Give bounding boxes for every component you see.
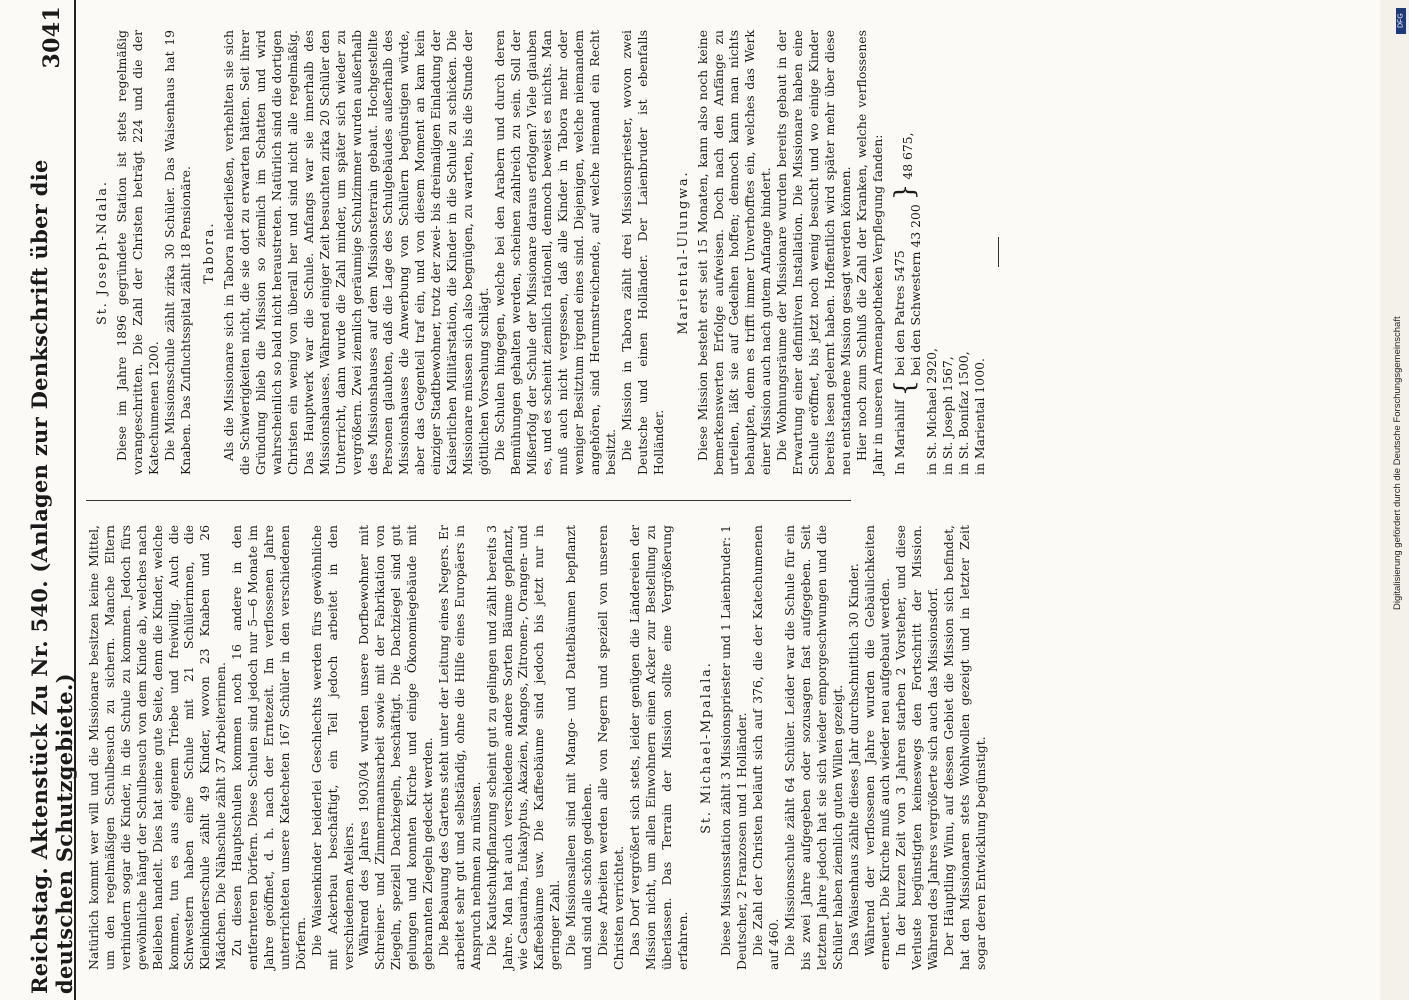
paragraph: Die Missionsschule zählt 64 Schüler. Leider war die Schule für ein bis zwei Jahre aufgegeben oder sozusagen fast aufgegeben. Seit letztem Jahre jedoch hat sie sich wieder emporgeschwungen und die Schüler haben ziemlich guten Willen gezeigt. xyxy=(781,525,845,970)
column-divider xyxy=(86,500,851,501)
paragraph: Diese Mission besteht erst seit 15 Monaten, kann also noch keine bemerkenswerten Erfolge aufweisen. Doch nach den Anfänge zu urteilen, läßt sie auf Gedeihen hoffen; dennoch kann man nichts behaupten, denn es trifft immer Unverhofftes ein, welches das Werk einer Mission auch nach gutem Anfange hindert. xyxy=(694,30,774,475)
page-header xyxy=(27,0,77,1000)
figures-patres: bei den Patres 5475 xyxy=(891,250,907,376)
figures-line: in St. Joseph 1567, xyxy=(939,356,955,475)
paragraph: Während des Jahres 1903/04 wurden unsere Dorfbewohner mit Schreiner- und Zimmermannsarbeit sowie mit der Fabrikation von Ziegeln, speziell Dachziegeln, beschäftigt. Die Dachziegel sind gut gelungen und konnten Kirche und einige Ökonomiegebäude mit gebrannten Ziegeln gedeckt werden. xyxy=(356,525,436,970)
left-brace: { xyxy=(889,379,920,397)
paragraph: Natürlich kommt wer will und die Missionare besitzen keine Mittel, um den regelmäßigen Schulbesuch zu sichern. Manche Eltern verhindern sogar die Kinder, in die Schule zu kommen. Jedoch fürs gewöhnliche hängt der Schulbesuch von dem Kinde ab, welches nach Belieben handelt. Dies hat seine gute Seite, denn die Kinder, welche kommen, tun es aus eigenem Triebe und freiwillig. Auch die Schwestern haben eine Schule mit 21 Schülerinnen, die Kleinkinderschule zählt 49 Kinder, wovon 23 Knaben und 26 Mädchen. Die Nähschule zählt 37 Arbeiterinnen. xyxy=(86,525,229,970)
figures-line: in St. Michael 2920, xyxy=(923,348,939,475)
paragraph: Das Waisenhaus zählte dieses Jahr durchschnittlich 30 Kinder. xyxy=(845,563,861,956)
digitization-sidebar xyxy=(1386,0,1409,1000)
paragraph: Der Häuptling Winu, auf dessen Gebiet die Mission sich befindet, hat den Missionaren stets Wohlwollen gezeigt und in letzter Zeit sogar deren Entwicklung begünstigt. xyxy=(941,525,988,970)
paragraph: Die Missionsschule zählt zirka 30 Schüler. Das Waisenhaus hat 19 Knaben. Das Zufluchtsspital zählt 18 Pensionäre. xyxy=(161,30,193,475)
patient-figures xyxy=(889,30,988,475)
paragraph: In der kurzen Zeit von 3 Jahren starben 2 Vorsteher, und diese Verluste begünstigten keineswegs den Fortschritt der Mission. Während des Jahres vergrößerte sich auch das Missionsdorf. xyxy=(893,525,941,970)
end-rule xyxy=(998,238,999,268)
section-heading-tabora: Tabora. xyxy=(201,221,217,284)
paragraph: Während der verflossenen Jahre wurden die Gebäulichkeiten erneuert. Die Kirche muß auch wieder neu aufgebaut werden. xyxy=(861,525,893,970)
paragraph: Hier noch zum Schluß die Zahl der Kranken, welche verflossenes Jahr in unseren Armenapotheken Verpflegung fanden: xyxy=(853,30,885,475)
paragraph: Das Dorf vergrößert sich stets, leider genügen die Ländereien der Mission nicht, um allen Einwohnern einen Acker zur Bestellung zu überlassen. Das Terrain der Mission sollte eine Vergrößerung erfahren. xyxy=(626,525,690,970)
figures-mariahilf-row xyxy=(889,30,924,475)
paragraph: Die Wohnungsräume der Missionare wurden bereits gebaut in der Erwartung einer definitiven Installation. Die Missionare haben eine Schule eröffnet, bis jetzt noch wenig besucht und wo einige Kinder bereits lesen gelernt haben. Hoffentlich wird später mehr über diese neu entstandene Mission gesagt werden können. xyxy=(774,30,853,475)
figures-total: 48 675, xyxy=(899,132,915,180)
paragraph: Die Zahl der Christen beläuft sich auf 376, die der Katechumenen auf 460. xyxy=(750,525,782,970)
paragraph: Die Waisenkinder beiderlei Geschlechts werden fürs gewöhnliche mit Ackerbau beschäftigt, ein Teil jedoch arbeitet in den verschiedenen Ateliers. xyxy=(308,525,356,970)
digitization-note: Digitalisierung gefördert durch die Deutsche Forschungsgemeinschaft xyxy=(1392,316,1403,610)
dfg-logo: DFG xyxy=(1396,8,1406,34)
paragraph: Die Schulen hingegen, welche bei den Arabern und durch deren Bemühungen gehalten werden, scheinen zahlreich zu sein. Soll der Mißerfolg der Schule der Missionare daraus erfolgen? Viele glauben es, und es scheint ziemlich rationell, dennoch beweist es nichts. Man muß auch nicht vergessen, daß alle Kinder in Tabora mehr oder weniger Besitztum irgend eines sind. Diejenigen, welche niemandem angehören, sind Herumstreichende, auf welche niemand ein Recht besitzt. xyxy=(491,30,619,475)
figures-place-label: In Mariahilf xyxy=(891,400,907,475)
paragraph: Die Missionsalleen sind mit Mango- und Dattelbäumen bepflanzt und sind alle schön gediehen. xyxy=(563,525,595,970)
section-heading-st-joseph: St. Joseph-Ndala. xyxy=(94,180,109,325)
running-title: Reichstag. Aktenstück Zu Nr. 540. (Anlagen zur Denkschrift über die deutschen Schutzgebiete.) xyxy=(27,159,77,994)
right-column xyxy=(86,30,999,475)
paragraph: Diese im Jahre 1896 gegründete Station ist stets regelmäßig vorangeschritten. Die Zahl der Christen beträgt 224 und die der Katechumenen 1200. xyxy=(113,30,161,475)
figures-line: in Mariental 1000. xyxy=(971,358,987,475)
section-heading-st-michael: St. Michael-Mpalala. xyxy=(698,661,714,834)
paragraph: Zu diesen Hauptschulen kommen noch 16 andere in den entfernteren Dörfern. Diese Schulen sind jedoch nur 5—6 Monate im Jahre geöffnet, d. h. nach der Erntezeit. Im verflossenen Jahre unterrichteten unsere Katecheten 167 Schüler in den verschiedenen Dörfern. xyxy=(229,525,308,970)
left-column xyxy=(86,525,989,970)
figures-group xyxy=(892,204,924,376)
right-brace: } xyxy=(889,183,920,201)
paragraph: Diese Missionsstation zählt 3 Missionspriester und 1 Laienbruder: 1 Deutscher, 2 Franzosen und 1 Holländer. xyxy=(718,525,750,970)
paragraph: Die Mission in Tabora zählt drei Missionspriester, wovon zwei Deutsche und einen Holländer. Der Laienbruder ist ebenfalls Holländer. xyxy=(619,30,666,475)
section-heading-mariental: Mariental-Ulungwa. xyxy=(674,170,690,335)
paragraph: Diese Arbeiten werden alle von Negern und speziell von unseren Christen verrichtet. xyxy=(595,525,626,970)
page-number: 3041 xyxy=(39,6,65,69)
paragraph: Als die Missionare sich in Tabora niederließen, verhehlten sie sich die Schwierigkeiten nicht, die sie dort zu erwarten hätten. Seit ihrer Gründung blieb die Mission so ziemlich im Schatten und wird wahrscheinlich so bald nicht heraustreten. Natürlich sind die dortigen Christen ein wenig von überall her und sind nicht alle regelmäßig. Das Hauptwerk war die Schule. Anfangs war sie innerhalb des Missionshauses. Während einiger Zeit besuchten zirka 20 Schüler den Unterricht, dann wurde die Zahl minder, um später sich wieder zu vergrößern. Zwei ziemlich geräumige Schulzimmer wurden außerhalb des Missionshauses auf dem Missionsterrain gebaut. Hochgestellte Personen glaubten, daß die Lage des Schulgebäudes außerhalb des Missionshauses die Anwerbung von Schülern begünstigen würde, aber das Gegenteil traf ein, und von diesem Moment an kam kein einziger Stadtbewohner, trotz der zwei- bis dreimaligen Einladung der Kaiserlichen Militärstation, die Kinder in die Schule zu schicken. Die Missionare müssen sich also begnügen, zu warten, bis die Stunde der göttlichen Vorsehung schlägt. xyxy=(221,30,491,475)
paragraph: Die Kautschukpflanzung scheint gut zu gelingen und zählt bereits 3 Jahre. Man hat auch verschiedene andere Sorten Bäume gepflanzt, wie Casuarina, Eukalyptus, Akazien, Mangos, Zitronen-, Orangen- und Kaffeebäume usw. Die Kaffeebäume sind jedoch bis jetzt nur in geringer Zahl. xyxy=(483,525,563,970)
figures-line: in St. Bonifaz 1500, xyxy=(955,351,971,475)
figures-schwestern: bei den Schwestern 43 200 xyxy=(907,204,923,376)
paragraph: Die Bebauung des Gartens steht unter der Leitung eines Negers. Er arbeitet sehr gut und selbständig, ohne die Hilfe eines Europäers in Anspruch nehmen zu müssen. xyxy=(435,525,483,970)
